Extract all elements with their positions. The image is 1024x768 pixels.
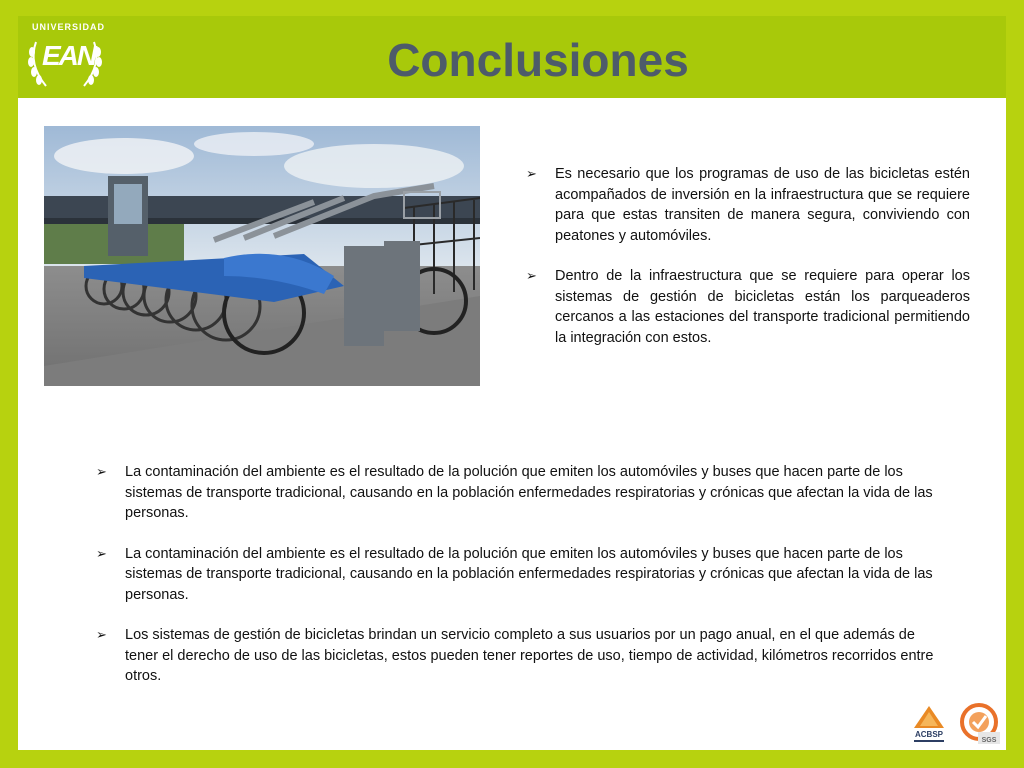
bottom-bullet-list bbox=[96, 462, 936, 707]
sgs-label: SGS bbox=[981, 737, 997, 744]
arrow-bullet-icon: ➢ bbox=[96, 545, 107, 561]
acbsp-label: ACBSP bbox=[914, 730, 944, 739]
arrow-bullet-icon: ➢ bbox=[96, 627, 107, 642]
bike-share-photo bbox=[44, 126, 480, 386]
acbsp-badge bbox=[908, 704, 950, 746]
logo-top-text: UNIVERSIDAD bbox=[32, 22, 106, 32]
list-item bbox=[96, 462, 936, 524]
list-item-text: Es necesario que los programas de uso de las bicicletas estén acompañados de inversión en la infraestructura que se requiere para que estas transiten de manera segura, conviviendo con peatones y automóviles. bbox=[555, 166, 970, 244]
list-item-text: La contaminación del ambiente es el resultado de la polución que emiten los automóviles y buses que hacen parte de los sistemas de transporte tradicional, causando en la población enfermedades respiratorias y crónicas que afectan la vida de las personas. bbox=[125, 464, 933, 521]
logo-main-text: EAN bbox=[42, 40, 96, 71]
list-item-text: Dentro de la infraestructura que se requiere para operar los sistemas de gestión de bicicletas están los parqueaderos cercanos a las estaciones del transporte tradicional permitiendo la integración con estos. bbox=[555, 268, 970, 346]
list-item bbox=[526, 266, 970, 348]
arrow-bullet-icon: ➢ bbox=[526, 166, 537, 181]
list-item-text: Los sistemas de gestión de bicicletas brindan un servicio completo a sus usuarios por un pago anual, en el que además de tener el derecho de uso de las bicicletas, estos pueden tener reportes de uso, tiempo de actividad, kilómetros recorridos entre otros. bbox=[125, 627, 934, 684]
sgs-badge bbox=[958, 702, 1000, 746]
list-item-text: La contaminación del ambiente es el resultado de la polución que emiten los automóviles y buses que hacen parte de los sistemas de transporte tradicional, causando en la población enfermedades respiratorias y crónicas que afectan la vida de las personas. bbox=[125, 545, 933, 603]
list-item bbox=[96, 625, 936, 687]
slide-title: Conclusiones bbox=[387, 34, 689, 86]
list-item bbox=[526, 164, 970, 246]
arrow-bullet-icon: ➢ bbox=[526, 268, 537, 283]
right-bullet-list bbox=[526, 164, 970, 368]
arrow-bullet-icon: ➢ bbox=[96, 464, 107, 479]
list-item bbox=[96, 544, 936, 606]
